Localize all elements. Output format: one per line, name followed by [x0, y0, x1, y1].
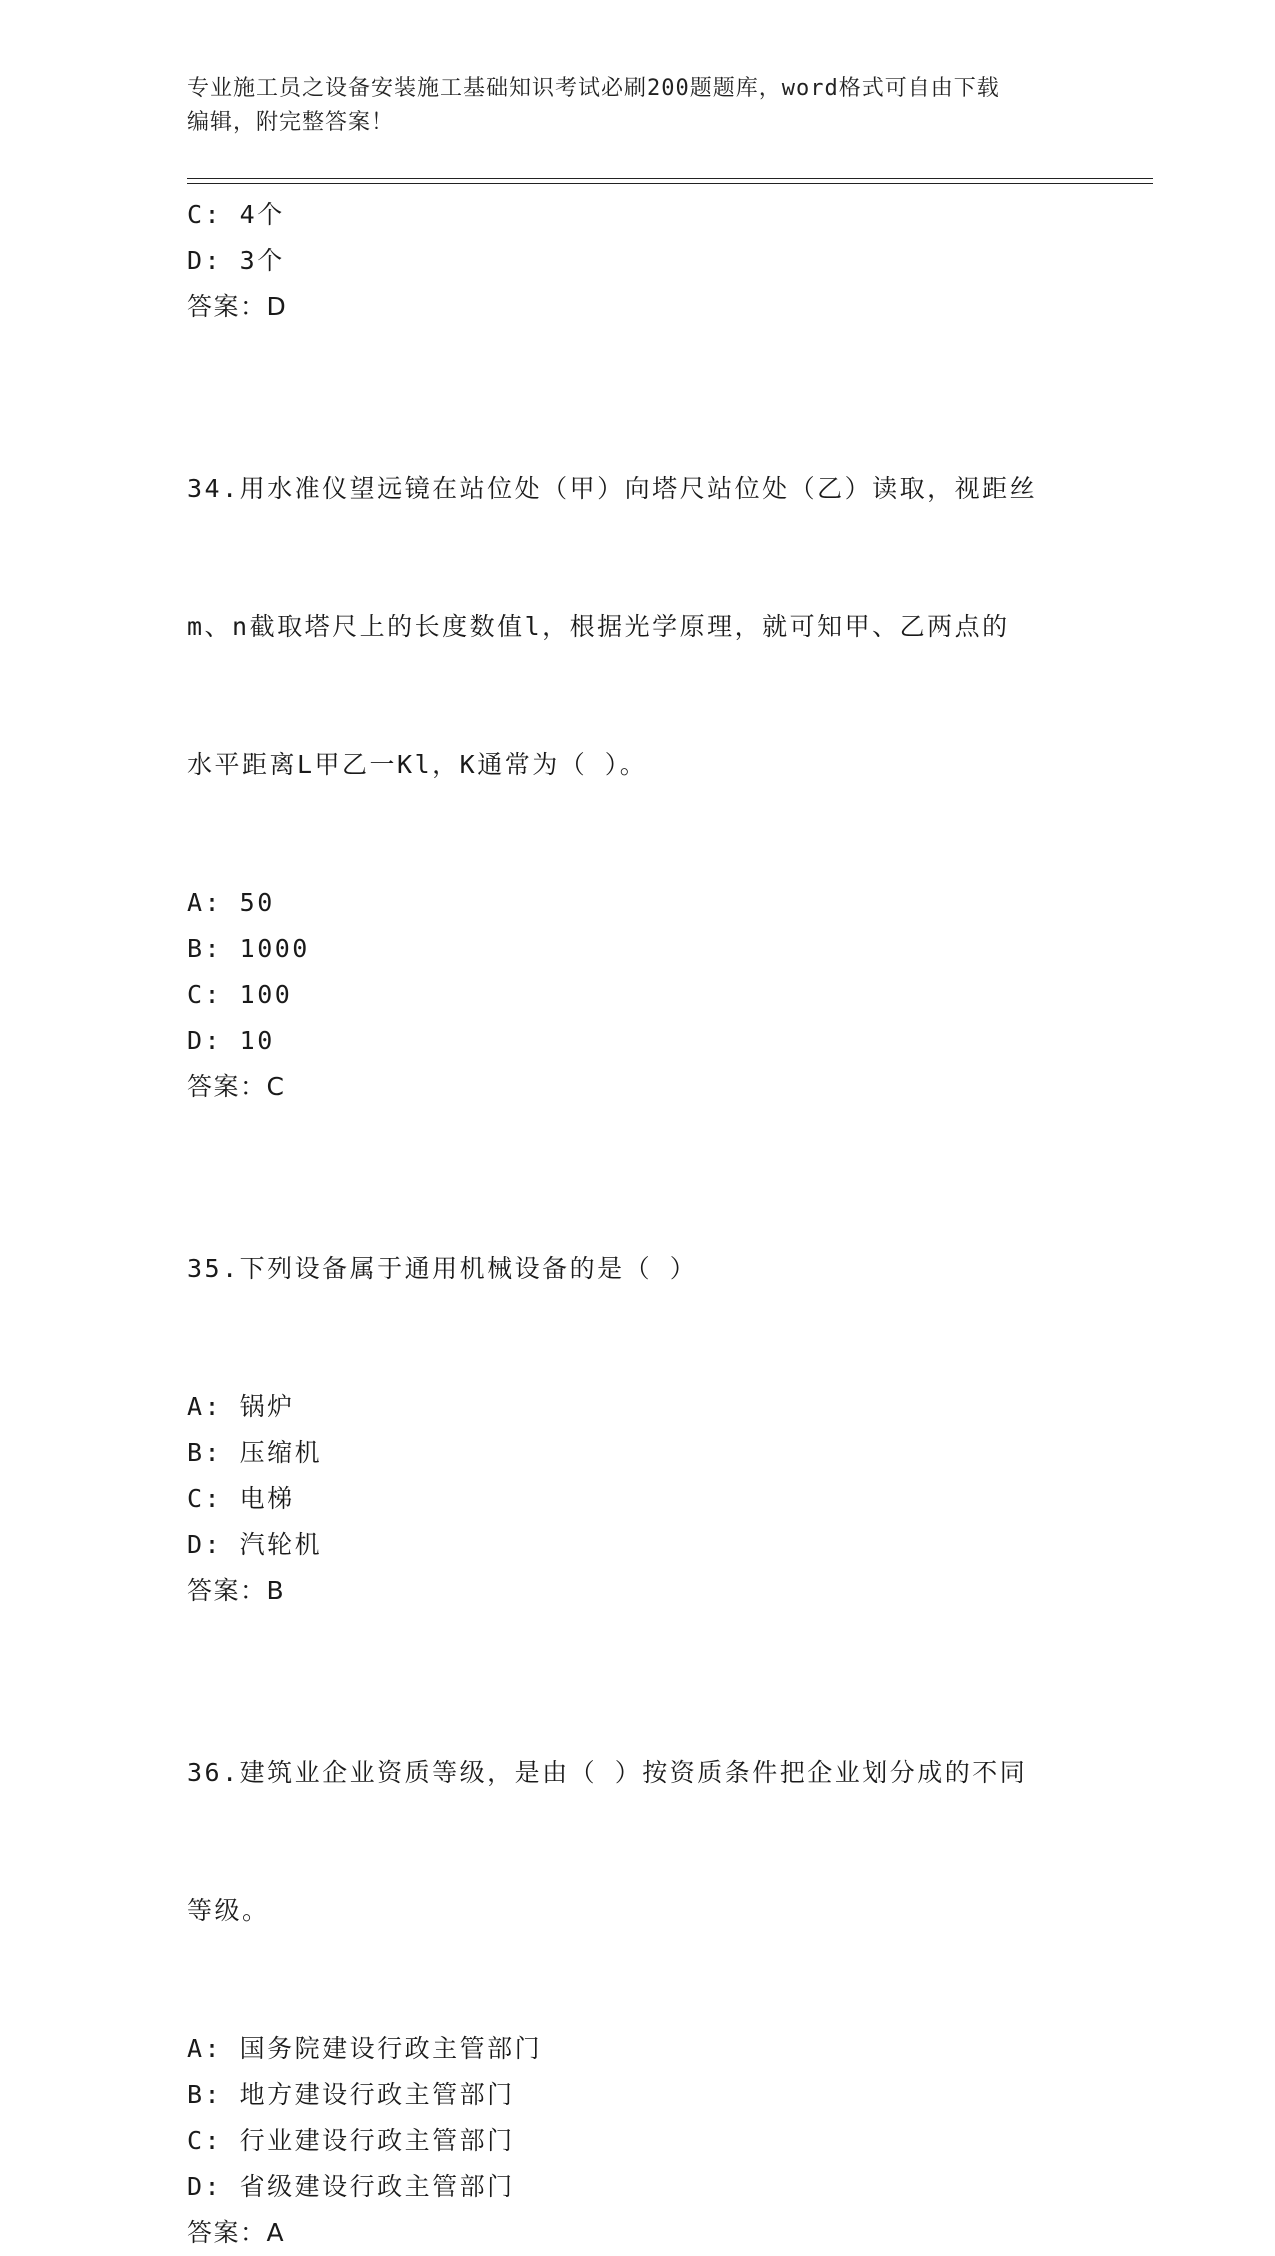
stem-line: 35.下列设备属于通用机械设备的是（ ）: [187, 1254, 698, 1283]
option-d: D: 3个: [187, 246, 285, 275]
stem-line: 34.用水准仪望远镜在站位处（甲）向塔尺站位处（乙）读取，视距丝: [187, 474, 1038, 503]
question-stem: [187, 1154, 1067, 1384]
option-a: A: 50: [187, 888, 275, 917]
header-divider-top: [187, 178, 1153, 179]
option-a: A: 国务院建设行政主管部门: [187, 2034, 543, 2063]
header-line-2: 编辑，附完整答案！: [187, 110, 395, 135]
option-c: C: 行业建设行政主管部门: [187, 2126, 515, 2155]
answer-line: 答案：C: [187, 1072, 286, 1101]
question-stem: [187, 1658, 1067, 2026]
stem-line: 36.建筑业企业资质等级，是由（ ）按资质条件把企业划分成的不同: [187, 1758, 1028, 1787]
stem-line: 等级。: [187, 1896, 270, 1925]
header-divider-bottom: [187, 183, 1153, 184]
question-34: [187, 374, 1087, 1110]
option-b: B: 1000: [187, 934, 310, 963]
answer-line: 答案：D: [187, 292, 288, 321]
answer-line: 答案：B: [187, 1576, 286, 1605]
question-36: [187, 1658, 1087, 2256]
option-a: A: 锅炉: [187, 1392, 295, 1421]
question-stem: [187, 374, 1067, 880]
question-35: [187, 1154, 1087, 1614]
option-c: C: 100: [187, 980, 293, 1009]
document-header: [187, 72, 1087, 140]
previous-question-tail: [187, 192, 1087, 330]
option-b: B: 压缩机: [187, 1438, 323, 1467]
header-line-1: 专业施工员之设备安装施工基础知识考试必刷200题题库，word格式可自由下载: [187, 76, 1000, 101]
option-d: D: 10: [187, 1026, 275, 1055]
option-c: C: 电梯: [187, 1484, 295, 1513]
answer-line: 答案：A: [187, 2218, 286, 2247]
option-c: C: 4个: [187, 200, 285, 229]
option-b: B: 地方建设行政主管部门: [187, 2080, 515, 2109]
option-d: D: 汽轮机: [187, 1530, 323, 1559]
stem-line: 水平距离L甲乙一Kl，K通常为（ ）。: [187, 750, 648, 779]
option-d: D: 省级建设行政主管部门: [187, 2172, 515, 2201]
question-content: [187, 192, 1087, 2256]
stem-line: m、n截取塔尺上的长度数值l，根据光学原理，就可知甲、乙两点的: [187, 612, 1010, 641]
